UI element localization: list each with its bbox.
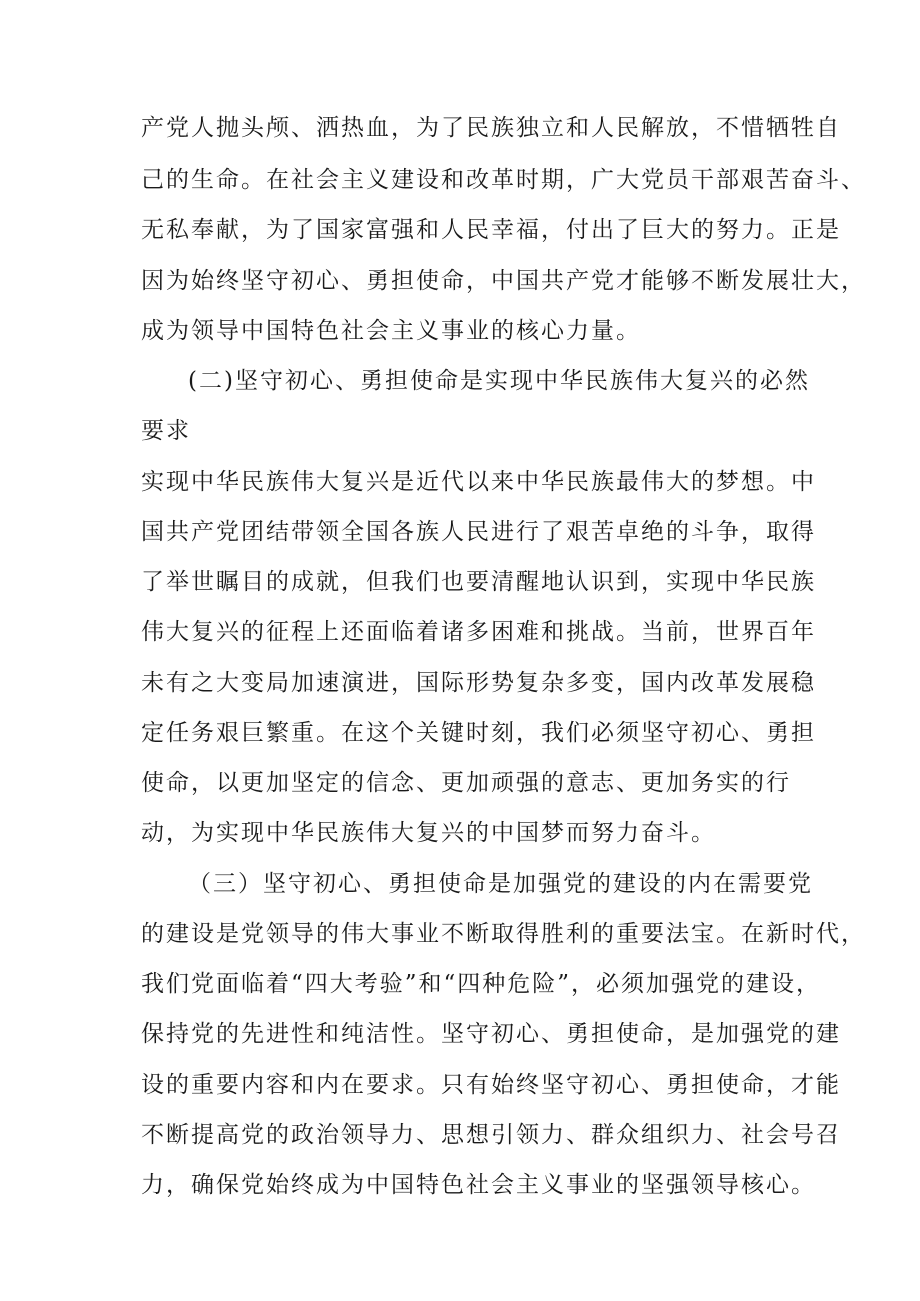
body-text-line: 不断提高党的政治领导力、思想引领力、群众组织力、社会号召 [141, 1122, 841, 1148]
body-text-line: 设的重要内容和内在要求。只有始终坚守初心、勇担使命，才能 [141, 1072, 841, 1098]
body-text-line: 因为始终坚守初心、勇担使命，中国共产党才能够不断发展壮大， [141, 268, 866, 294]
body-text-line: 的建设是党领导的伟大事业不断取得胜利的重要法宝。在新时代， [141, 921, 866, 947]
section-heading-line: (二)坚守初心、勇担使命是实现中华民族伟大复兴的必然 [188, 368, 810, 394]
body-text-line: 使命，以更加坚定的信念、更加顽强的意志、更加务实的行 [141, 770, 791, 796]
section-heading-line: （三）坚守初心、勇担使命是加强党的建设的内在需要党 [188, 871, 813, 897]
body-text-line: 保持党的先进性和纯洁性。坚守初心、勇担使命，是加强党的建 [141, 1021, 841, 1047]
body-text-line: 定任务艰巨繁重。在这个关键时刻，我们必须坚守初心、勇担 [141, 720, 816, 746]
body-text-line: 了举世瞩目的成就，但我们也要清醒地认识到，实现中华民族 [141, 569, 816, 595]
body-text-line: 产党人抛头颅、洒热血，为了民族独立和人民解放，不惜牺牲自 [141, 115, 841, 141]
body-text-line: 实现中华民族伟大复兴是近代以来中华民族最伟大的梦想。中 [141, 469, 816, 495]
body-text-line: 国共产党团结带领全国各族人民进行了艰苦卓绝的斗争，取得 [141, 519, 816, 545]
body-text-line: 伟大复兴的征程上还面临着诸多困难和挑战。当前，世界百年 [141, 619, 816, 645]
body-text-line: 动，为实现中华民族伟大复兴的中国梦而努力奋斗。 [141, 820, 716, 846]
body-text-line: 力，确保党始终成为中国特色社会主义事业的坚强领导核心。 [141, 1172, 816, 1198]
body-text-line: 无私奉献，为了国家富强和人民幸福，付出了巨大的努力。正是 [141, 217, 841, 243]
body-text-line: 我们党面临着“四大考验”和“四种危险”，必须加强党的建设， [141, 971, 822, 997]
section-heading-line: 要求 [141, 418, 191, 444]
body-text-line: 未有之大变局加速演进，国际形势复杂多变，国内改革发展稳 [141, 670, 816, 696]
body-text-line: 己的生命。在社会主义建设和改革时期，广大党员干部艰苦奋斗、 [141, 167, 866, 193]
body-text-line: 成为领导中国特色社会主义事业的核心力量。 [141, 318, 641, 344]
